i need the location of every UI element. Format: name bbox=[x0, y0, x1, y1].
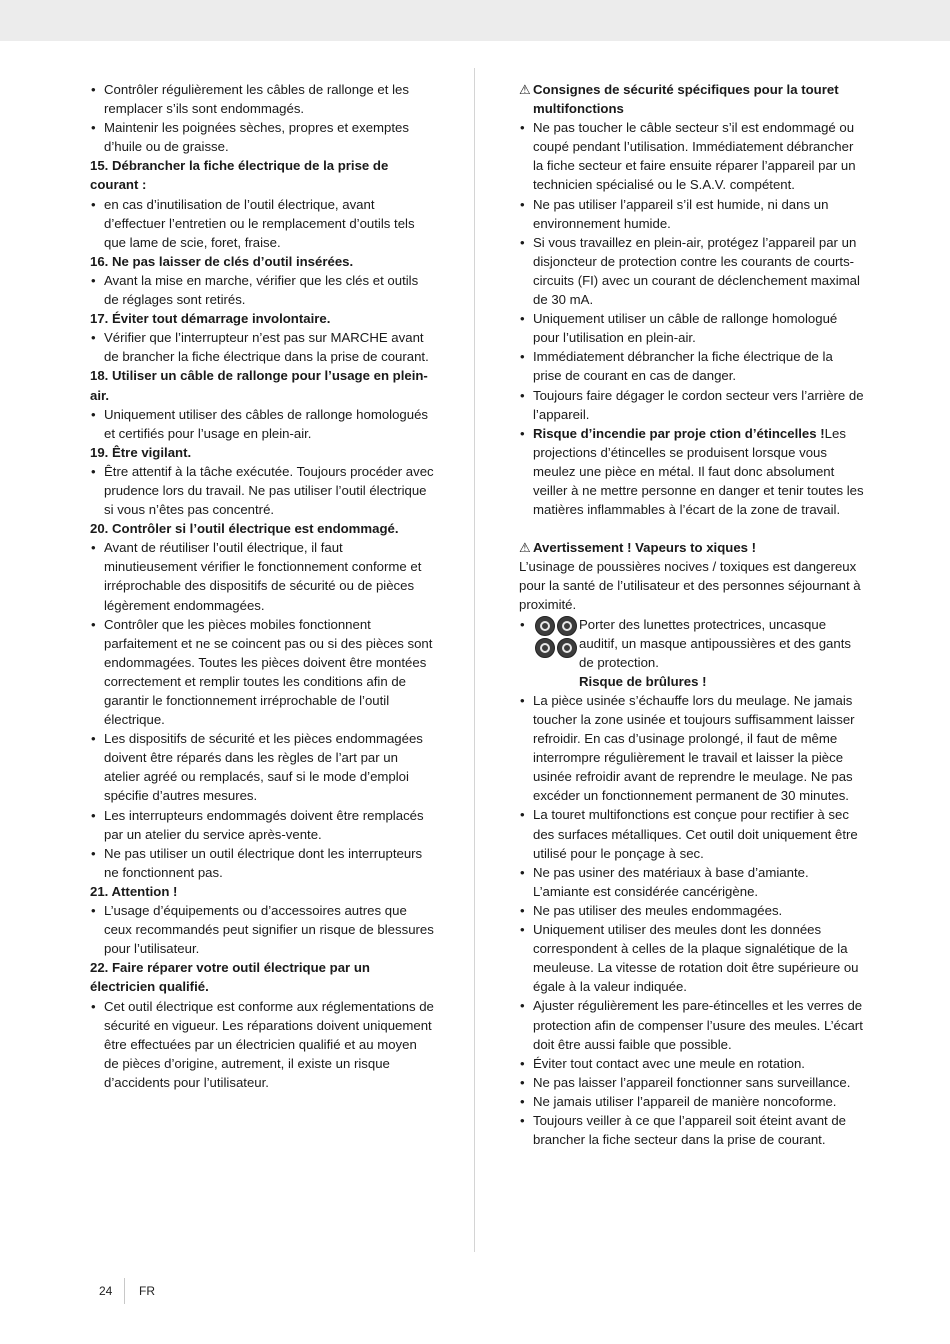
list-item: • Contrôler régulièrement les câbles de rallonge et les remplacer s’ils sont endommagés. bbox=[90, 80, 435, 118]
list-item: • Ne pas toucher le câble secteur s’il est endommagé ou coupé pendant l’utilisation. Immédiatement débrancher la fiche secteur et faire ensuite réparer l’appareil par un technicien spécialisé ou le S.A.V. compétent. bbox=[519, 118, 864, 194]
list-item: • Ne pas utiliser un outil électrique dont les interrupteurs ne fonctionnent pas. bbox=[90, 844, 435, 882]
section-heading: 16. Ne pas laisser de clés d’outil insérées. bbox=[90, 253, 354, 269]
list-item: • Vérifier que l’interrupteur n’est pas sur MARCHE avant de brancher la fiche électrique dans la prise de courant. bbox=[90, 328, 435, 366]
list-item: • Toujours veiller à ce que l’appareil soit éteint avant de brancher la fiche secteur dans la prise de courant. bbox=[519, 1111, 864, 1149]
list-item: • Être attentif à la tâche exécutée. Toujours procéder avec prudence lors du travail. Ne pas utiliser l’outil électrique si vous n’êtes pas concentré. bbox=[90, 462, 435, 519]
list-item: • Immédiatement débrancher la fiche électrique de la prise de courant en cas de danger. bbox=[519, 347, 864, 385]
section-heading: 21. Attention ! bbox=[90, 883, 178, 899]
list-item: • L’usage d’équipements ou d’accessoires autres que ceux recommandés peut signifier un risque de blessures pour l’utilisateur. bbox=[90, 901, 435, 958]
toxic-warning-heading bbox=[519, 538, 864, 557]
ppe-item bbox=[519, 615, 864, 672]
fire-risk-text: Les projections d’étincelles se produisent lorsque vous meulez une pièce en métal. Il faut donc absolument veiller à ne mettre personne en danger et tenir toutes les matières inflammables à l’écart de la zone de travail. bbox=[533, 425, 864, 518]
section-heading: 20. Contrôler si l’outil électrique est endommagé. bbox=[90, 521, 399, 537]
toxic-warning-intro: L’usinage de poussières nocives / toxiques est dangereux pour la santé de l’utilisateur et des personnes séjournant à proximité. bbox=[519, 559, 861, 613]
list-item: • Maintenir les poignées sèches, propres et exemptes d’huile ou de graisse. bbox=[90, 118, 435, 156]
list-item: • Les interrupteurs endommagés doivent être remplacés par un atelier du service après-vente. bbox=[90, 806, 435, 844]
list-item: • Si vous travaillez en plein-air, protégez l’appareil par un disjoncteur de protection contre les courants de courts-circuits (FI) avec un courant de déclenchement maximal de 30 mA. bbox=[519, 233, 864, 309]
ppe-icons bbox=[535, 616, 579, 660]
safety-bullet-list bbox=[519, 118, 864, 424]
list-item: • Éviter tout contact avec une meule en rotation. bbox=[519, 1054, 864, 1073]
list-item: • Uniquement utiliser des câbles de rallonge homologués et certifiés pour l’usage en plein-air. bbox=[90, 405, 435, 443]
page-language: FR bbox=[139, 1284, 155, 1298]
list-item: • Les dispositifs de sécurité et les pièces endommagées doivent être réparés dans les règles de l’art par un atelier agréé ou remplacés, sauf si le mode d’emploi spécifie d’autres mesures. bbox=[90, 729, 435, 805]
list-item: • Ne pas utiliser des meules endommagées. bbox=[519, 901, 864, 920]
ear-protection-icon bbox=[557, 616, 577, 636]
section-heading: 18. Utiliser un câble de rallonge pour l’usage en plein-air. bbox=[90, 368, 428, 403]
list-item: • La pièce usinée s’échauffe lors du meulage. Ne jamais toucher la zone usinée et toujours suffisamment laisser refroidir. En cas d’usinage prolongé, il faut de même interrompre régulièrement le travail et laisser la pièce usinée refroidir avant de reprendre le meulage. Ne pas excéder un fonctionnement permanent de 30 minutes. bbox=[519, 691, 864, 806]
safety-section-heading bbox=[519, 80, 864, 118]
gloves-icon bbox=[557, 638, 577, 658]
toxic-warning-heading-text: Avertissement ! Vapeurs to xiques ! bbox=[533, 540, 757, 556]
list-item: • Avant la mise en marche, vérifier que les clés et outils de réglages sont retirés. bbox=[90, 271, 435, 309]
footer-separator bbox=[124, 1278, 125, 1304]
eye-protection-icon bbox=[535, 616, 555, 636]
list-item: • Contrôler que les pièces mobiles fonctionnent parfaitement et ne se coincent pas ou si des pièces sont endommagées. Toutes les pièces doivent être montées correctement et remplir toutes les conditions afin de garantir le fonctionnement irréprochable de l’outil électrique. bbox=[90, 615, 435, 730]
list-item: • Uniquement utiliser un câble de rallonge homologué pour l’utilisation en plein-air. bbox=[519, 309, 864, 347]
list-item: • en cas d’inutilisation de l’outil électrique, avant d’effectuer l’entretien ou le remplacement d’outils tels que lame de scie, foret, fraise. bbox=[90, 195, 435, 252]
list-item: • Ne jamais utiliser l’appareil de manière noncoforme. bbox=[519, 1092, 864, 1111]
fire-risk-heading: Risque d’incendie par proje ction d’étincelles ! bbox=[533, 425, 825, 441]
list-item: • Ne pas utiliser l’appareil s’il est humide, ni dans un environnement humide. bbox=[519, 195, 864, 233]
list-item: • Ajuster régulièrement les pare-étincelles et les verres de protection afin de compenser l’usure des meules. L’écart doit être aussi faible que possible. bbox=[519, 996, 864, 1053]
list-item: • Uniquement utiliser des meules dont les données correspondent à celles de la plaque signalétique de la meuleuse. La vitesse de rotation doit être supérieure ou égale à la valeur indiquée. bbox=[519, 920, 864, 996]
right-column bbox=[519, 80, 864, 1149]
section-heading: 17. Éviter tout démarrage involontaire. bbox=[90, 311, 331, 327]
burn-risk-heading: Risque de brûlures ! bbox=[579, 673, 707, 689]
ppe-text: • Porter des lunettes protectrices, uncasque auditif, un masque antipoussières et des gants de protection. bbox=[579, 616, 851, 670]
section-heading: 15. Débrancher la fiche électrique de la prise de courant : bbox=[90, 158, 389, 193]
section-heading: 19. Être vigilant. bbox=[90, 444, 192, 460]
section-heading: 22. Faire réparer votre outil électrique par un électricien qualifié. bbox=[90, 960, 370, 995]
list-item: • Toujours faire dégager le cordon secteur vers l’arrière de l’appareil. bbox=[519, 386, 864, 424]
left-column bbox=[90, 80, 435, 1092]
list-item: • Cet outil électrique est conforme aux réglementations de sécurité en vigueur. Les réparations doivent uniquement être effectuées par un électricien qualifié et au moyen de pièces d’origine, autrement, il existe un risque d’accidents pour l’utilisateur. bbox=[90, 997, 435, 1092]
fire-risk-item bbox=[519, 424, 864, 519]
safety-section-heading-text: Consignes de sécurité spécifiques pour la touret multifonctions bbox=[533, 82, 839, 117]
list-item: • Ne pas laisser l’appareil fonctionner sans surveillance. bbox=[519, 1073, 864, 1092]
warning-triangle-icon: ⚠ bbox=[519, 82, 531, 97]
list-item: • Avant de réutiliser l’outil électrique, il faut minutieusement vérifier le fonctionnement conforme et irréprochable des dispositifs de sécurité ou de pièces légèrement endommagées. bbox=[90, 538, 435, 614]
dust-mask-icon bbox=[535, 638, 555, 658]
list-item: • Ne pas usiner des matériaux à base d’amiante. L’amiante est considérée cancérigène. bbox=[519, 863, 864, 901]
column-divider bbox=[474, 68, 475, 1252]
list-item: • La touret multifonctions est conçue pour rectifier à sec des surfaces métalliques. Cet outil doit uniquement être utilisé pour le ponçage à sec. bbox=[519, 805, 864, 862]
burn-bullet-list bbox=[519, 691, 864, 1149]
header-band bbox=[0, 0, 950, 41]
warning-triangle-icon: ⚠ bbox=[519, 540, 531, 556]
page-number: 24 bbox=[99, 1284, 113, 1298]
